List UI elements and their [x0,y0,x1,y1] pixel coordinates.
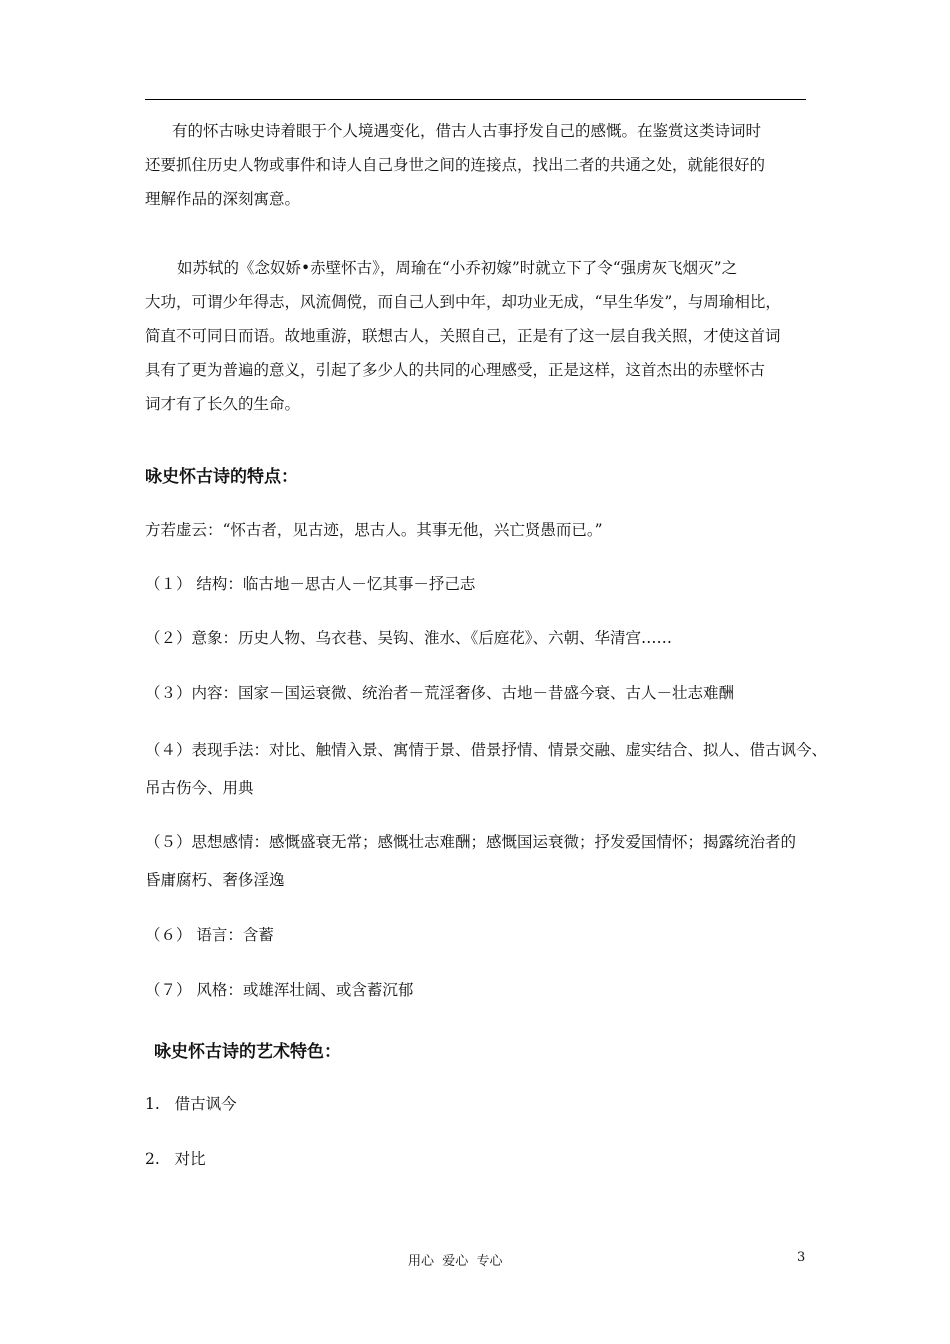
art-line: 2. 对比 [145,1150,206,1168]
feature-line: （１） 结构：临古地－思古人－忆其事－抒己志 [145,575,476,593]
quote-line: 方若虚云：“怀古者，见古迹，思古人。其事无他，兴亡贤愚而已。” [145,521,603,539]
art-line: 1. 借古讽今 [145,1095,237,1113]
art-item-1 [145,1086,806,1123]
header-rule [145,99,806,100]
paragraph-line: 大功，可谓少年得志，风流倜傥，而自己人到中年，却功业无成，“早生华发”，与周瑜相比， [145,293,781,311]
paragraph-2 [145,251,806,421]
paragraph-line: 有的怀古咏史诗着眼于个人境遇变化，借古人古事抒发自己的感慨。在鉴赏这类诗词时 [172,122,762,140]
paragraph-line: 理解作品的深刻寓意。 [145,190,301,208]
feature-item-5 [145,823,806,899]
paragraph-1 [145,114,806,216]
footer-slogan: 用心 爱心 专心 [408,1254,503,1269]
paragraph-line: 词才有了长久的生命。 [145,395,301,413]
feature-line: （４）表现手法：对比、触情入景、寓情于景、借景抒情、情景交融、虚实结合、拟人、借古讽今、 [145,741,828,759]
paragraph-line: 简直不可同日而语。故地重游，联想古人，关照自己，正是有了这一层自我关照，才使这首词 [145,327,781,345]
section-heading-features: 咏史怀古诗的特点： [145,467,298,487]
feature-item-6 [145,917,806,954]
feature-line: （３）内容：国家－国运衰微、统治者－荒淫奢侈、古地－昔盛今衰、古人－壮志难酬 [145,684,735,702]
page-number: 3 [797,1250,806,1265]
feature-item-4 [145,731,828,807]
feature-item-2 [145,620,806,657]
feature-line: （５）思想感情：感慨盛衰无常；感慨壮志难酬；感慨国运衰微；抒发爱国情怀；揭露统治者的 [145,833,797,851]
feature-line: （７） 风格：或雄浑壮阔、或含蓄沉郁 [145,981,414,999]
feature-line: 吊古伤今、用典 [145,779,254,797]
paragraph-line: 如苏轼的《念奴娇•赤壁怀古》，周瑜在“小乔初嫁”时就立下了令“强虏灰飞烟灭”之 [177,259,738,277]
art-item-2 [145,1141,806,1178]
feature-item-7 [145,972,806,1009]
feature-line: （６） 语言：含蓄 [145,926,274,944]
feature-item-3 [145,675,806,712]
paragraph-line: 具有了更为普遍的意义，引起了多少人的共同的心理感受，正是这样，这首杰出的赤壁怀古 [145,361,766,379]
feature-line: （２）意象：历史人物、乌衣巷、吴钩、淮水、《后庭花》、六朝、华清宫…… [145,629,673,647]
paragraph-line: 还要抓住历史人物或事件和诗人自己身世之间的连接点，找出二者的共通之处，就能很好的 [145,156,766,174]
feature-item-1 [145,566,806,603]
section-heading-art: 咏史怀古诗的艺术特色： [154,1042,341,1062]
feature-line: 昏庸腐朽、奢侈淫逸 [145,871,285,889]
